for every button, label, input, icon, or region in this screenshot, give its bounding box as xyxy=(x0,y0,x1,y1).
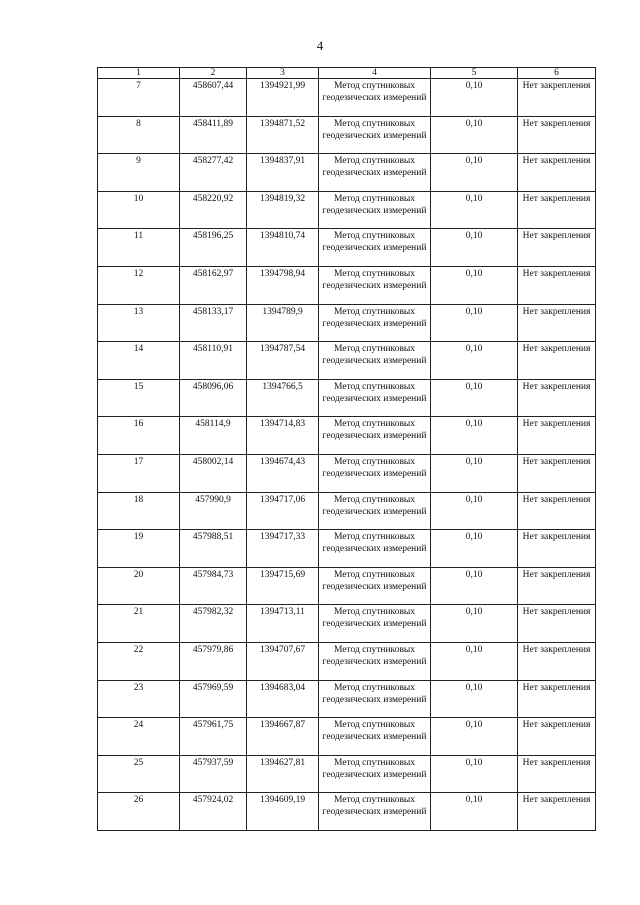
accuracy-cell: 0,10 xyxy=(431,154,518,192)
x-coordinate-cell: 458607,44 xyxy=(180,79,247,117)
x-coordinate-cell: 458096,06 xyxy=(180,379,247,417)
x-coordinate-cell: 457982,32 xyxy=(180,605,247,643)
header-cell: 4 xyxy=(319,68,431,79)
method-cell: Метод спутниковых геодезических измерений xyxy=(319,793,431,831)
table-row xyxy=(98,642,596,680)
accuracy-cell: 0,10 xyxy=(431,417,518,455)
method-cell: Метод спутниковых геодезических измерений xyxy=(319,266,431,304)
y-coordinate-cell: 1394789,9 xyxy=(247,304,319,342)
point-number-cell: 22 xyxy=(98,642,180,680)
y-coordinate-cell: 1394667,87 xyxy=(247,718,319,756)
accuracy-cell: 0,10 xyxy=(431,567,518,605)
y-coordinate-cell: 1394837,91 xyxy=(247,154,319,192)
point-number-cell: 13 xyxy=(98,304,180,342)
y-coordinate-cell: 1394766,5 xyxy=(247,379,319,417)
x-coordinate-cell: 457937,59 xyxy=(180,755,247,793)
fixing-cell: Нет закрепления xyxy=(518,567,596,605)
x-coordinate-cell: 457969,59 xyxy=(180,680,247,718)
y-coordinate-cell: 1394627,81 xyxy=(247,755,319,793)
point-number-cell: 11 xyxy=(98,229,180,267)
x-coordinate-cell: 458162,97 xyxy=(180,266,247,304)
table-row xyxy=(98,79,596,117)
point-number-cell: 19 xyxy=(98,530,180,568)
x-coordinate-cell: 457979,86 xyxy=(180,642,247,680)
x-coordinate-cell: 458277,42 xyxy=(180,154,247,192)
method-cell: Метод спутниковых геодезических измерений xyxy=(319,116,431,154)
y-coordinate-cell: 1394674,43 xyxy=(247,454,319,492)
y-coordinate-cell: 1394683,04 xyxy=(247,680,319,718)
method-cell: Метод спутниковых геодезических измерений xyxy=(319,79,431,117)
point-number-cell: 15 xyxy=(98,379,180,417)
method-cell: Метод спутниковых геодезических измерений xyxy=(319,229,431,267)
method-cell: Метод спутниковых геодезических измерений xyxy=(319,191,431,229)
accuracy-cell: 0,10 xyxy=(431,342,518,380)
accuracy-cell: 0,10 xyxy=(431,379,518,417)
fixing-cell: Нет закрепления xyxy=(518,755,596,793)
y-coordinate-cell: 1394819,32 xyxy=(247,191,319,229)
y-coordinate-cell: 1394810,74 xyxy=(247,229,319,267)
fixing-cell: Нет закрепления xyxy=(518,342,596,380)
table-row xyxy=(98,304,596,342)
fixing-cell: Нет закрепления xyxy=(518,417,596,455)
point-number-cell: 21 xyxy=(98,605,180,643)
accuracy-cell: 0,10 xyxy=(431,454,518,492)
point-number-cell: 18 xyxy=(98,492,180,530)
fixing-cell: Нет закрепления xyxy=(518,454,596,492)
method-cell: Метод спутниковых геодезических измерений xyxy=(319,718,431,756)
point-number-cell: 10 xyxy=(98,191,180,229)
table-row xyxy=(98,266,596,304)
table-row xyxy=(98,154,596,192)
x-coordinate-cell: 457988,51 xyxy=(180,530,247,568)
table-row xyxy=(98,379,596,417)
page-number: 4 xyxy=(316,38,324,53)
table-row xyxy=(98,116,596,154)
fixing-cell: Нет закрепления xyxy=(518,229,596,267)
table-body xyxy=(98,79,596,831)
method-cell: Метод спутниковых геодезических измерений xyxy=(319,492,431,530)
table-row xyxy=(98,605,596,643)
table-row xyxy=(98,718,596,756)
method-cell: Метод спутниковых геодезических измерений xyxy=(319,642,431,680)
method-cell: Метод спутниковых геодезических измерений xyxy=(319,605,431,643)
fixing-cell: Нет закрепления xyxy=(518,154,596,192)
fixing-cell: Нет закрепления xyxy=(518,304,596,342)
fixing-cell: Нет закрепления xyxy=(518,680,596,718)
accuracy-cell: 0,10 xyxy=(431,116,518,154)
fixing-cell: Нет закрепления xyxy=(518,793,596,831)
method-cell: Метод спутниковых геодезических измерений xyxy=(319,342,431,380)
method-cell: Метод спутниковых геодезических измерений xyxy=(319,304,431,342)
method-cell: Метод спутниковых геодезических измерений xyxy=(319,755,431,793)
x-coordinate-cell: 458114,9 xyxy=(180,417,247,455)
table-row xyxy=(98,417,596,455)
x-coordinate-cell: 458220,92 xyxy=(180,191,247,229)
x-coordinate-cell: 457990,9 xyxy=(180,492,247,530)
accuracy-cell: 0,10 xyxy=(431,793,518,831)
y-coordinate-cell: 1394871,52 xyxy=(247,116,319,154)
fixing-cell: Нет закрепления xyxy=(518,379,596,417)
table-row xyxy=(98,492,596,530)
point-number-cell: 14 xyxy=(98,342,180,380)
header-cell: 2 xyxy=(180,68,247,79)
method-cell: Метод спутниковых геодезических измерений xyxy=(319,567,431,605)
point-number-cell: 9 xyxy=(98,154,180,192)
table-row xyxy=(98,793,596,831)
accuracy-cell: 0,10 xyxy=(431,605,518,643)
method-cell: Метод спутниковых геодезических измерений xyxy=(319,530,431,568)
fixing-cell: Нет закрепления xyxy=(518,191,596,229)
fixing-cell: Нет закрепления xyxy=(518,116,596,154)
x-coordinate-cell: 457924,02 xyxy=(180,793,247,831)
fixing-cell: Нет закрепления xyxy=(518,718,596,756)
method-cell: Метод спутниковых геодезических измерений xyxy=(319,154,431,192)
accuracy-cell: 0,10 xyxy=(431,79,518,117)
method-cell: Метод спутниковых геодезических измерений xyxy=(319,680,431,718)
y-coordinate-cell: 1394717,33 xyxy=(247,530,319,568)
x-coordinate-cell: 458110,91 xyxy=(180,342,247,380)
point-number-cell: 12 xyxy=(98,266,180,304)
fixing-cell: Нет закрепления xyxy=(518,530,596,568)
fixing-cell: Нет закрепления xyxy=(518,79,596,117)
method-cell: Метод спутниковых геодезических измерений xyxy=(319,454,431,492)
x-coordinate-cell: 458133,17 xyxy=(180,304,247,342)
x-coordinate-cell: 457984,73 xyxy=(180,567,247,605)
point-number-cell: 23 xyxy=(98,680,180,718)
x-coordinate-cell: 457961,75 xyxy=(180,718,247,756)
accuracy-cell: 0,10 xyxy=(431,680,518,718)
point-number-cell: 8 xyxy=(98,116,180,154)
accuracy-cell: 0,10 xyxy=(431,266,518,304)
point-number-cell: 26 xyxy=(98,793,180,831)
header-row xyxy=(98,68,596,79)
point-number-cell: 25 xyxy=(98,755,180,793)
accuracy-cell: 0,10 xyxy=(431,642,518,680)
x-coordinate-cell: 458002,14 xyxy=(180,454,247,492)
table-row xyxy=(98,530,596,568)
y-coordinate-cell: 1394714,83 xyxy=(247,417,319,455)
point-number-cell: 7 xyxy=(98,79,180,117)
accuracy-cell: 0,10 xyxy=(431,229,518,267)
fixing-cell: Нет закрепления xyxy=(518,492,596,530)
method-cell: Метод спутниковых геодезических измерений xyxy=(319,379,431,417)
point-number-cell: 16 xyxy=(98,417,180,455)
table-row xyxy=(98,191,596,229)
accuracy-cell: 0,10 xyxy=(431,718,518,756)
point-number-cell: 17 xyxy=(98,454,180,492)
accuracy-cell: 0,10 xyxy=(431,191,518,229)
header-cell: 1 xyxy=(98,68,180,79)
method-cell: Метод спутниковых геодезических измерений xyxy=(319,417,431,455)
point-number-cell: 24 xyxy=(98,718,180,756)
header-cell: 6 xyxy=(518,68,596,79)
y-coordinate-cell: 1394713,11 xyxy=(247,605,319,643)
header-cell: 5 xyxy=(431,68,518,79)
y-coordinate-cell: 1394921,99 xyxy=(247,79,319,117)
table-row xyxy=(98,229,596,267)
coordinates-table xyxy=(97,67,596,831)
fixing-cell: Нет закрепления xyxy=(518,642,596,680)
y-coordinate-cell: 1394798,94 xyxy=(247,266,319,304)
y-coordinate-cell: 1394715,69 xyxy=(247,567,319,605)
accuracy-cell: 0,10 xyxy=(431,304,518,342)
y-coordinate-cell: 1394717,06 xyxy=(247,492,319,530)
y-coordinate-cell: 1394707,67 xyxy=(247,642,319,680)
table-row xyxy=(98,567,596,605)
fixing-cell: Нет закрепления xyxy=(518,605,596,643)
x-coordinate-cell: 458196,25 xyxy=(180,229,247,267)
header-cell: 3 xyxy=(247,68,319,79)
accuracy-cell: 0,10 xyxy=(431,530,518,568)
y-coordinate-cell: 1394787,54 xyxy=(247,342,319,380)
x-coordinate-cell: 458411,89 xyxy=(180,116,247,154)
table-header xyxy=(98,68,596,79)
point-number-cell: 20 xyxy=(98,567,180,605)
fixing-cell: Нет закрепления xyxy=(518,266,596,304)
table-row xyxy=(98,454,596,492)
table-row xyxy=(98,342,596,380)
table-row xyxy=(98,755,596,793)
table-row xyxy=(98,680,596,718)
accuracy-cell: 0,10 xyxy=(431,755,518,793)
accuracy-cell: 0,10 xyxy=(431,492,518,530)
y-coordinate-cell: 1394609,19 xyxy=(247,793,319,831)
